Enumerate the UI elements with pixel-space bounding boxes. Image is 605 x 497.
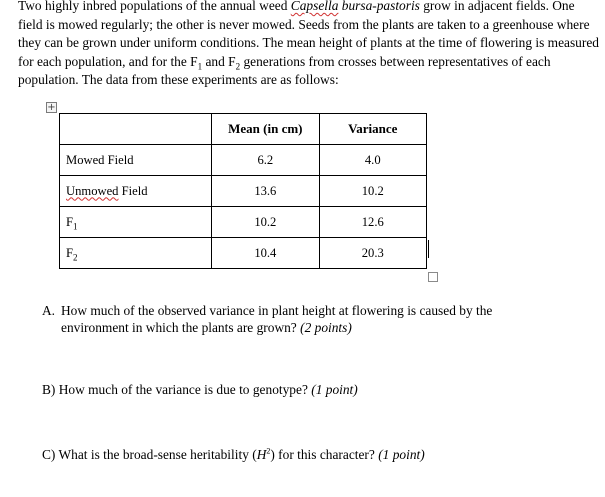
table-header-row <box>60 114 427 145</box>
variance-cell: 10.2 <box>319 176 427 207</box>
row-label-text: F <box>66 214 74 229</box>
heritability-symbol: H <box>256 447 267 462</box>
heritability-superscript: 2 <box>266 446 271 456</box>
intro-paragraph <box>18 0 600 90</box>
row-label <box>60 238 212 269</box>
species-epithet: bursa-pastoris <box>338 0 420 13</box>
header-blank <box>60 114 212 145</box>
f1-subscript: 1 <box>197 61 203 72</box>
mean-cell: 10.2 <box>212 207 319 238</box>
question-b-points: (1 point) <box>311 382 358 397</box>
question-b <box>42 381 562 398</box>
question-a-line1: How much of the observed variance in plant height at flowering is caused by the <box>61 303 493 318</box>
header-mean: Mean (in cm) <box>212 114 319 145</box>
intro-text-4: generations from crosses between representatives of each population. The data from these experiments are as follows: <box>18 53 551 87</box>
row-label-subscript: 2 <box>73 252 78 263</box>
question-b-text: How much of the variance is due to genotype? <box>58 382 308 397</box>
table-row <box>60 207 427 238</box>
variance-cell: 20.3 <box>319 238 427 269</box>
variance-cell: 4.0 <box>319 145 427 176</box>
table-resize-handle-icon[interactable] <box>428 272 438 282</box>
variance-cell: 12.6 <box>319 207 427 238</box>
table-move-icon[interactable]: + <box>47 102 56 113</box>
question-c-text-before: What is the broad-sense heritability ( <box>58 447 257 462</box>
row-label-rest: Field <box>118 183 148 198</box>
question-a <box>42 302 562 336</box>
species-genus: Capsella <box>290 0 339 13</box>
row-label-subscript: 1 <box>73 221 78 232</box>
f2-subscript: 2 <box>235 61 241 72</box>
row-label <box>60 207 212 238</box>
question-c-points: (1 point) <box>378 447 425 462</box>
question-a-line2: environment in which the plants are grown? <box>61 320 297 335</box>
row-label <box>60 145 212 176</box>
intro-text-1: Two highly inbred populations of the annual weed <box>18 0 291 13</box>
text-cursor <box>428 240 429 258</box>
intro-text-2: grow in adjacent fields. One field is mowed regularly; the other is never mowed. Seeds from the plants are taken to a greenhouse where they can be grown under uniform conditions. The mean height of plants at the time of flowering is measured for each population, and for the F <box>18 0 599 69</box>
row-label-text: Unmowed <box>66 183 119 198</box>
question-c-label: C) <box>42 447 56 462</box>
row-label <box>60 176 212 207</box>
mean-cell: 13.6 <box>212 176 319 207</box>
mean-cell: 6.2 <box>212 145 319 176</box>
question-b-label: B) <box>42 382 56 397</box>
mean-cell: 10.4 <box>212 238 319 269</box>
row-label-text: F <box>66 245 74 260</box>
question-a-label: A. <box>42 303 56 318</box>
question-a-points: (2 points) <box>300 320 352 335</box>
row-label-text: Mowed Field <box>66 152 134 167</box>
species-name <box>291 0 420 13</box>
header-variance: Variance <box>319 114 427 145</box>
question-c <box>42 446 582 463</box>
data-table <box>59 113 427 269</box>
table-row <box>60 176 427 207</box>
question-a-continuation <box>42 319 562 336</box>
table-row <box>60 238 427 269</box>
question-c-text-after: ) for this character? <box>270 447 375 462</box>
table-row <box>60 145 427 176</box>
intro-text-3: and F <box>202 53 236 69</box>
